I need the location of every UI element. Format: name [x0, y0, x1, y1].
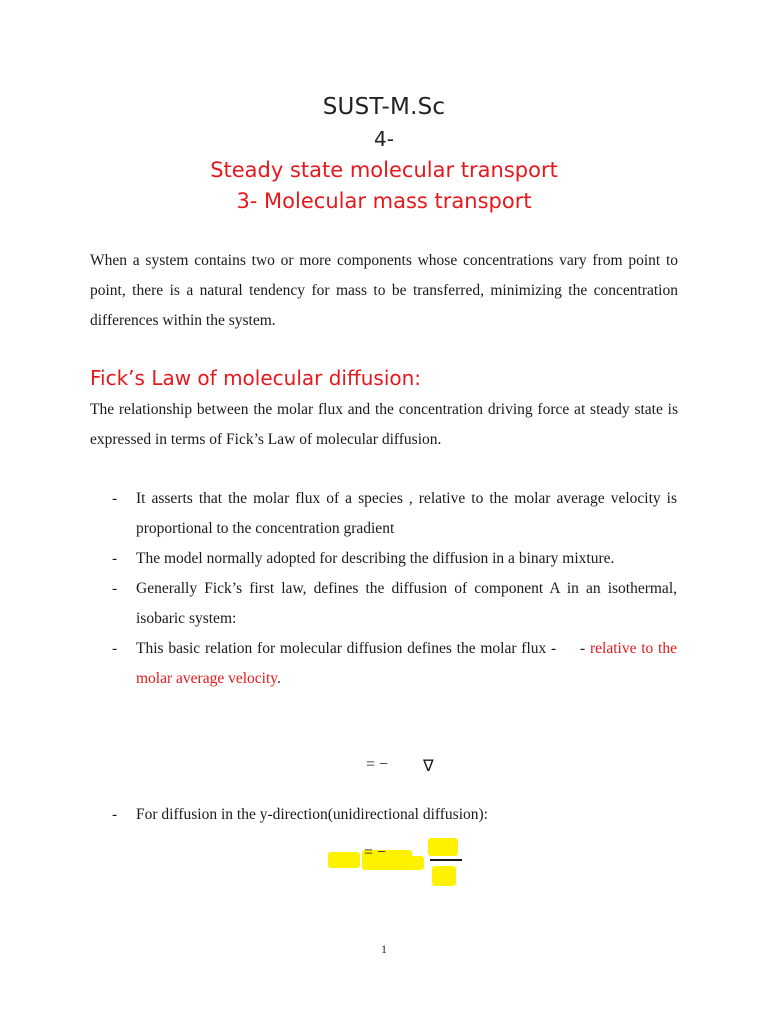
- highlight-flux: [328, 852, 360, 868]
- equation-ficks-law: [366, 756, 434, 775]
- fraction-bar: [430, 859, 462, 861]
- bullet-dash: -: [112, 640, 118, 657]
- bullet-text: It asserts that the molar flux of a species , relative to the molar average velocity is proportional to the concentration gradient: [136, 490, 677, 537]
- section-heading: 3- Molecular mass transport: [236, 189, 532, 213]
- nabla-symbol: ∇: [423, 758, 434, 775]
- bullet-text: [136, 634, 677, 694]
- bullet-dash: -: [112, 550, 118, 567]
- list-item: [0, 800, 768, 830]
- bullet-text-tail: .: [277, 670, 281, 687]
- list-item: [0, 574, 768, 634]
- course-label: SUST-M.Sc: [322, 94, 446, 120]
- equation-equals-minus: = −: [364, 844, 387, 861]
- chapter-number: 4-: [374, 127, 394, 151]
- bullet-text: Generally Fick’s first law, defines the diffusion of component A in an isothermal, isobaric system:: [136, 580, 677, 627]
- bullet-text-red: relative to the molar average velocity: [136, 640, 677, 687]
- list-item: [0, 634, 768, 694]
- intro-paragraph: When a system contains two or more components whose concentrations vary from point to point, there is a natural tendency for mass to be transferred, minimizing the concentration differences within the system.: [90, 252, 678, 329]
- page-number: 1: [381, 942, 387, 956]
- ficks-law-paragraph: The relationship between the molar flux and the concentration driving force at steady state is expressed in terms of Fick’s Law of molecular diffusion.: [90, 401, 678, 448]
- bullet-dash: -: [112, 580, 118, 597]
- list-item: [0, 484, 768, 544]
- equation-equals-minus: = −: [366, 756, 389, 773]
- bullet-list: [0, 484, 768, 694]
- chapter-heading: Steady state molecular transport: [210, 158, 558, 182]
- bullet-text-main: This basic relation for molecular diffusion defines the molar flux - -: [136, 640, 590, 657]
- bullet-text: The model normally adopted for describing the diffusion in a binary mixture.: [136, 550, 615, 567]
- equation-unidirectional: [328, 834, 468, 890]
- ficks-law-heading: Fick’s Law of molecular diffusion:: [90, 366, 422, 390]
- bullet-dash: -: [112, 806, 118, 823]
- highlight-numerator: [428, 838, 458, 856]
- bullet-text: For diffusion in the y-direction(unidirectional diffusion):: [136, 806, 488, 823]
- bullet-dash: -: [112, 490, 118, 507]
- highlight-denominator: [432, 866, 456, 886]
- highlight-coefficient: [408, 856, 424, 870]
- list-item: [0, 544, 768, 574]
